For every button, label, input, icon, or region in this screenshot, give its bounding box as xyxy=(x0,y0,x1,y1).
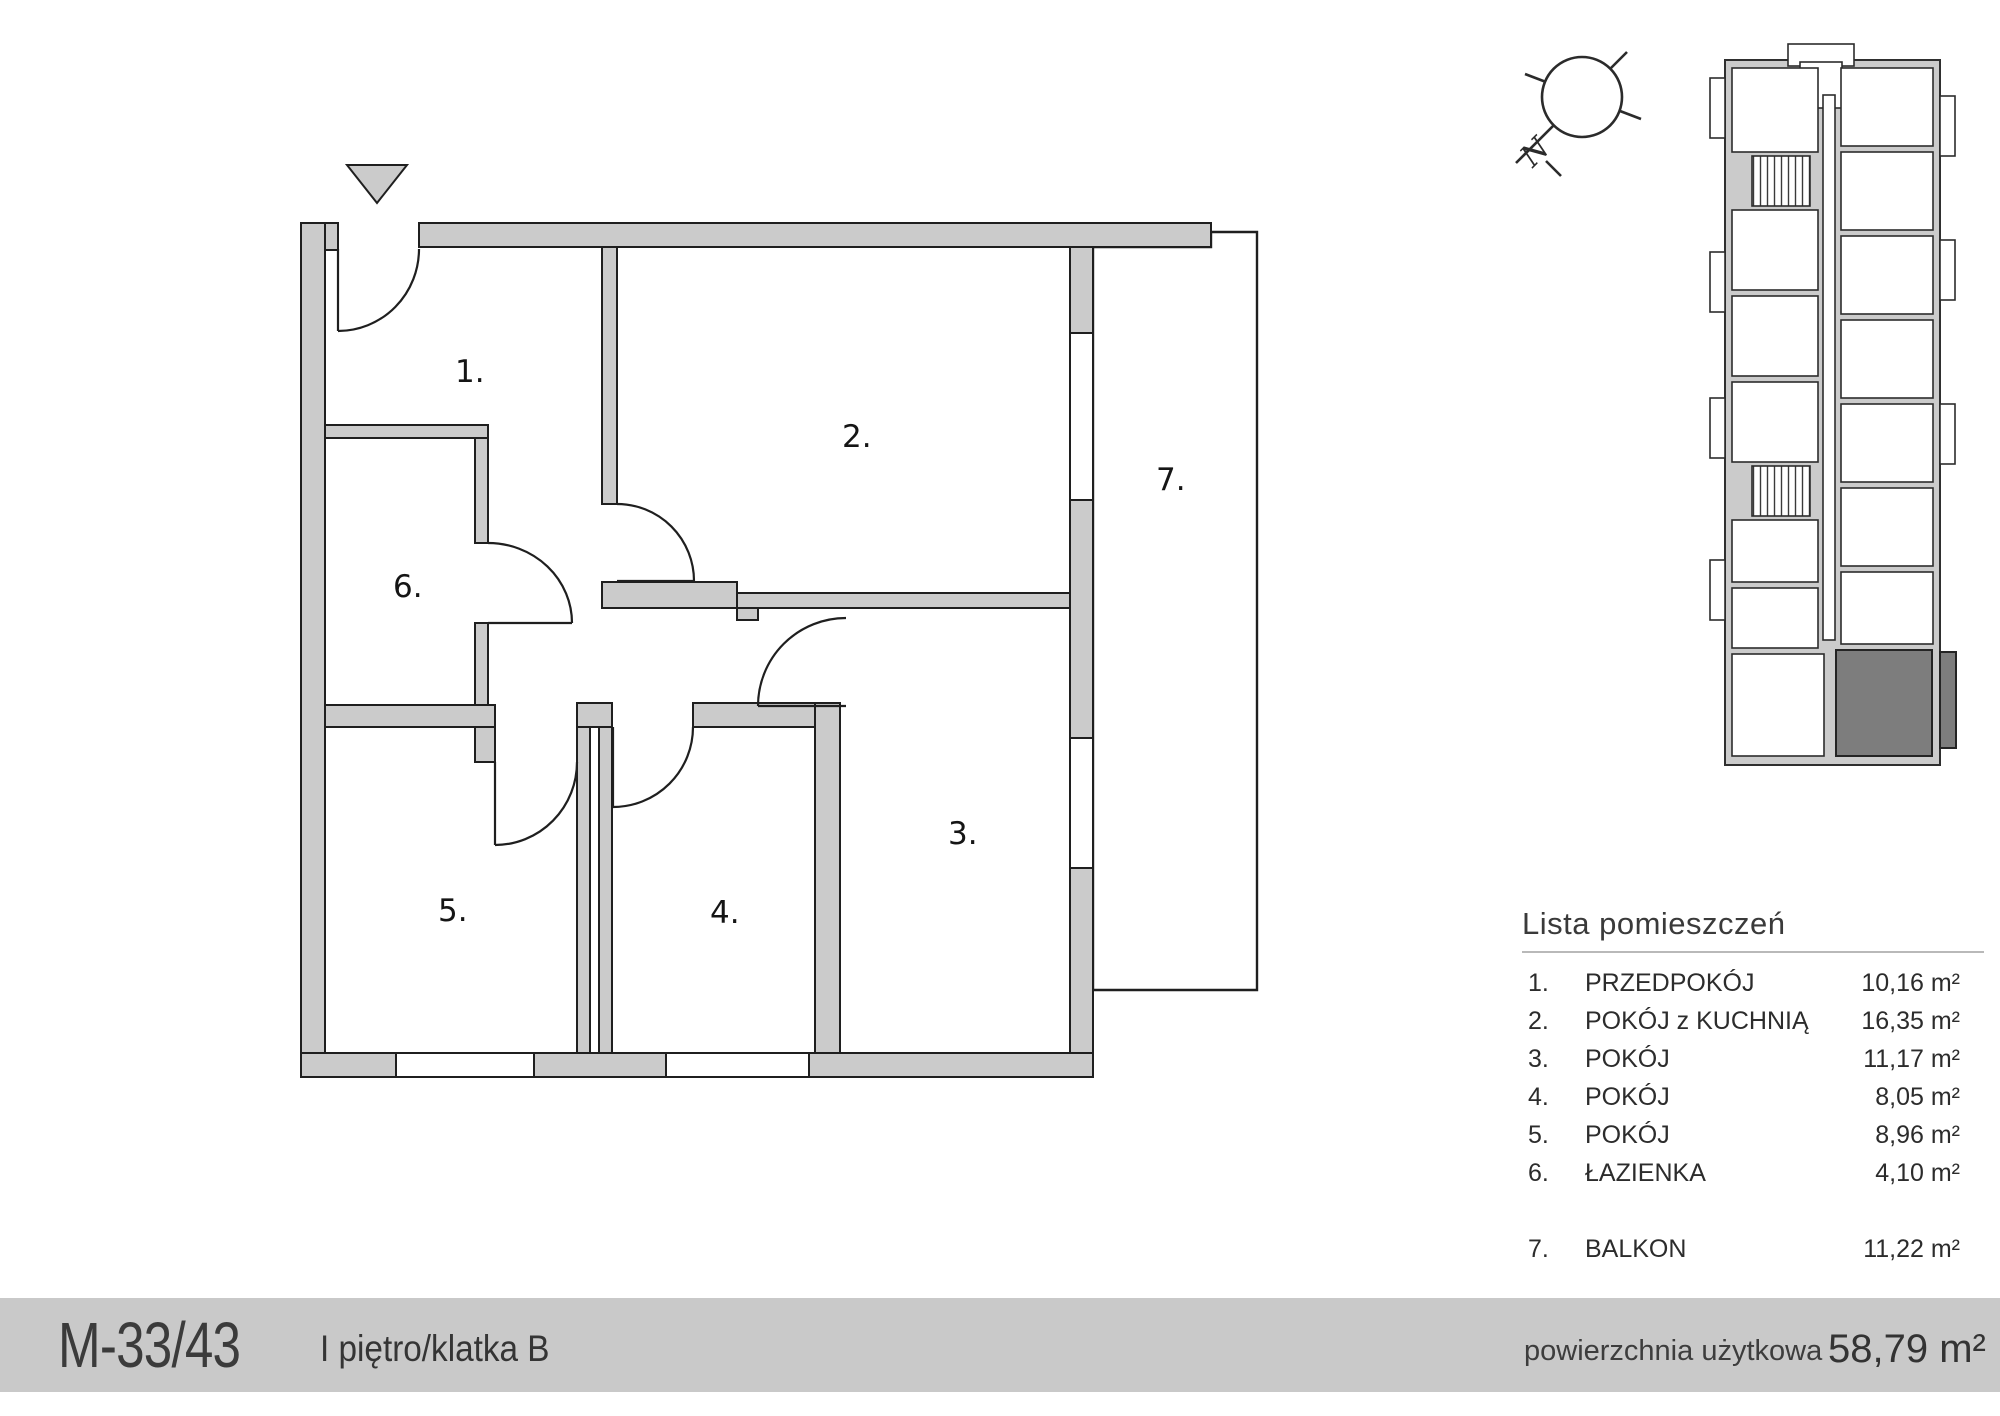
compass-tick-ne xyxy=(1610,52,1627,69)
minimap-highlighted-unit xyxy=(1836,650,1932,756)
wall-room2-room3 xyxy=(737,593,1070,608)
title-rule xyxy=(1522,951,1984,953)
row-area: 16,35 m² xyxy=(1861,1006,1960,1035)
minimap-room xyxy=(1841,152,1933,230)
unit-id: M-33/43 xyxy=(58,1309,241,1381)
row-area: 10,16 m² xyxy=(1861,968,1960,997)
row-number: 4. xyxy=(1528,1082,1549,1111)
wall-room5-room4-cap xyxy=(577,703,612,727)
wall-left xyxy=(301,223,325,1077)
minimap-balcony xyxy=(1710,78,1725,138)
unit-floor: I piętro/klatka B xyxy=(320,1328,550,1369)
minimap-balcony xyxy=(1710,398,1725,458)
minimap-room xyxy=(1732,588,1818,648)
minimap-balcony xyxy=(1940,240,1955,300)
wall-room2-hall-thick xyxy=(602,582,737,608)
minimap-room xyxy=(1841,236,1933,314)
door-room3 xyxy=(758,618,846,706)
window-room3 xyxy=(1070,738,1093,868)
entrance-arrow-icon xyxy=(347,165,407,203)
row-name: POKÓJ z KUCHNIĄ xyxy=(1585,1006,1809,1035)
row-name: POKÓJ xyxy=(1585,1082,1670,1111)
room-list-rows xyxy=(1522,964,1984,1268)
wall-room5-room4-a xyxy=(577,727,590,1053)
row-area: 11,17 m² xyxy=(1863,1044,1960,1073)
wall-bath-top xyxy=(325,425,488,438)
wall-room1-room2 xyxy=(602,247,617,504)
room-label-3: 3. xyxy=(948,816,978,852)
wall-room5-jamb xyxy=(475,727,495,762)
compass-tick-e xyxy=(1620,111,1641,119)
door-entry xyxy=(338,249,419,331)
wall-room5-room4-b xyxy=(599,727,612,1053)
minimap-room xyxy=(1732,296,1818,376)
row-area: 8,05 m² xyxy=(1875,1082,1960,1111)
minimap-stairwell xyxy=(1752,156,1810,206)
wall-room4-room3 xyxy=(815,703,840,1053)
row-name: POKÓJ xyxy=(1585,1044,1670,1073)
minimap-corridor xyxy=(1823,95,1835,640)
minimap-room xyxy=(1841,68,1933,146)
building-minimap xyxy=(1710,44,1956,765)
row-number: 6. xyxy=(1528,1158,1549,1187)
wall-entry-jamb xyxy=(325,223,338,250)
minimap-room xyxy=(1841,320,1933,398)
door-bathroom xyxy=(488,543,572,623)
room-label-4: 4. xyxy=(710,895,740,931)
room-list-row xyxy=(1522,1002,1984,1040)
apartment-plan xyxy=(301,165,1257,1077)
compass xyxy=(1513,52,1641,176)
wall-doorstop-room3 xyxy=(737,608,758,620)
room-list-row xyxy=(1522,1154,1984,1192)
room-labels xyxy=(393,354,1186,931)
row-name: POKÓJ xyxy=(1585,1120,1670,1149)
minimap-room xyxy=(1841,572,1933,644)
room-list-title: Lista pomieszczeń xyxy=(1522,906,1786,941)
room-label-6: 6. xyxy=(393,569,423,605)
minimap-room xyxy=(1841,404,1933,482)
row-number: 3. xyxy=(1528,1044,1549,1073)
minimap-room xyxy=(1732,382,1818,462)
minimap-room xyxy=(1841,488,1933,566)
minimap-room xyxy=(1732,520,1818,582)
room-label-7: 7. xyxy=(1156,462,1186,498)
minimap-balcony xyxy=(1710,560,1725,620)
room-label-5: 5. xyxy=(438,893,468,929)
row-number: 5. xyxy=(1528,1120,1549,1149)
window-room4 xyxy=(666,1053,809,1077)
north-letter: N xyxy=(1513,130,1558,175)
minimap-balcony xyxy=(1940,96,1955,156)
footer-bar xyxy=(0,1298,2000,1392)
wall-bath-right-lower xyxy=(475,623,488,705)
minimap-balcony xyxy=(1940,404,1955,464)
wall-top xyxy=(419,223,1211,247)
room-label-1: 1. xyxy=(455,354,485,390)
usable-area-label: powierzchnia użytkowa xyxy=(1524,1335,1823,1367)
compass-tick-w xyxy=(1525,74,1546,82)
minimap-balcony xyxy=(1710,252,1725,312)
door-room5 xyxy=(495,762,577,845)
minimap-highlighted-balcony xyxy=(1940,652,1956,748)
row-number: 2. xyxy=(1528,1006,1549,1035)
row-name: ŁAZIENKA xyxy=(1585,1158,1706,1187)
minimap-room xyxy=(1732,654,1824,756)
row-area: 8,96 m² xyxy=(1875,1120,1960,1149)
room-label-2: 2. xyxy=(842,419,872,455)
minimap-stairwell xyxy=(1752,466,1810,516)
usable-area-value: 58,79 m² xyxy=(1828,1327,1986,1371)
room-list-row xyxy=(1522,1230,1984,1268)
door-room2 xyxy=(617,504,694,581)
window-room5 xyxy=(396,1053,534,1077)
minimap-room xyxy=(1732,210,1818,290)
room-list xyxy=(1522,906,1984,1268)
wall-bath-right-upper xyxy=(475,438,488,543)
wall-hall-room5 xyxy=(325,705,495,727)
minimap-room xyxy=(1732,68,1818,152)
row-area: 11,22 m² xyxy=(1863,1234,1960,1263)
row-name: PRZEDPOKÓJ xyxy=(1585,968,1755,997)
room-list-row xyxy=(1522,964,1984,1002)
door-room4 xyxy=(613,727,693,807)
row-number: 7. xyxy=(1528,1234,1549,1263)
doors xyxy=(338,249,846,845)
room-list-row xyxy=(1522,1078,1984,1116)
room-list-row xyxy=(1522,1040,1984,1078)
row-name: BALKON xyxy=(1585,1234,1687,1263)
balcony-outline xyxy=(1093,232,1257,990)
row-area: 4,10 m² xyxy=(1875,1158,1960,1187)
window-room2 xyxy=(1070,333,1093,500)
room-list-row xyxy=(1522,1116,1984,1154)
row-number: 1. xyxy=(1528,968,1549,997)
